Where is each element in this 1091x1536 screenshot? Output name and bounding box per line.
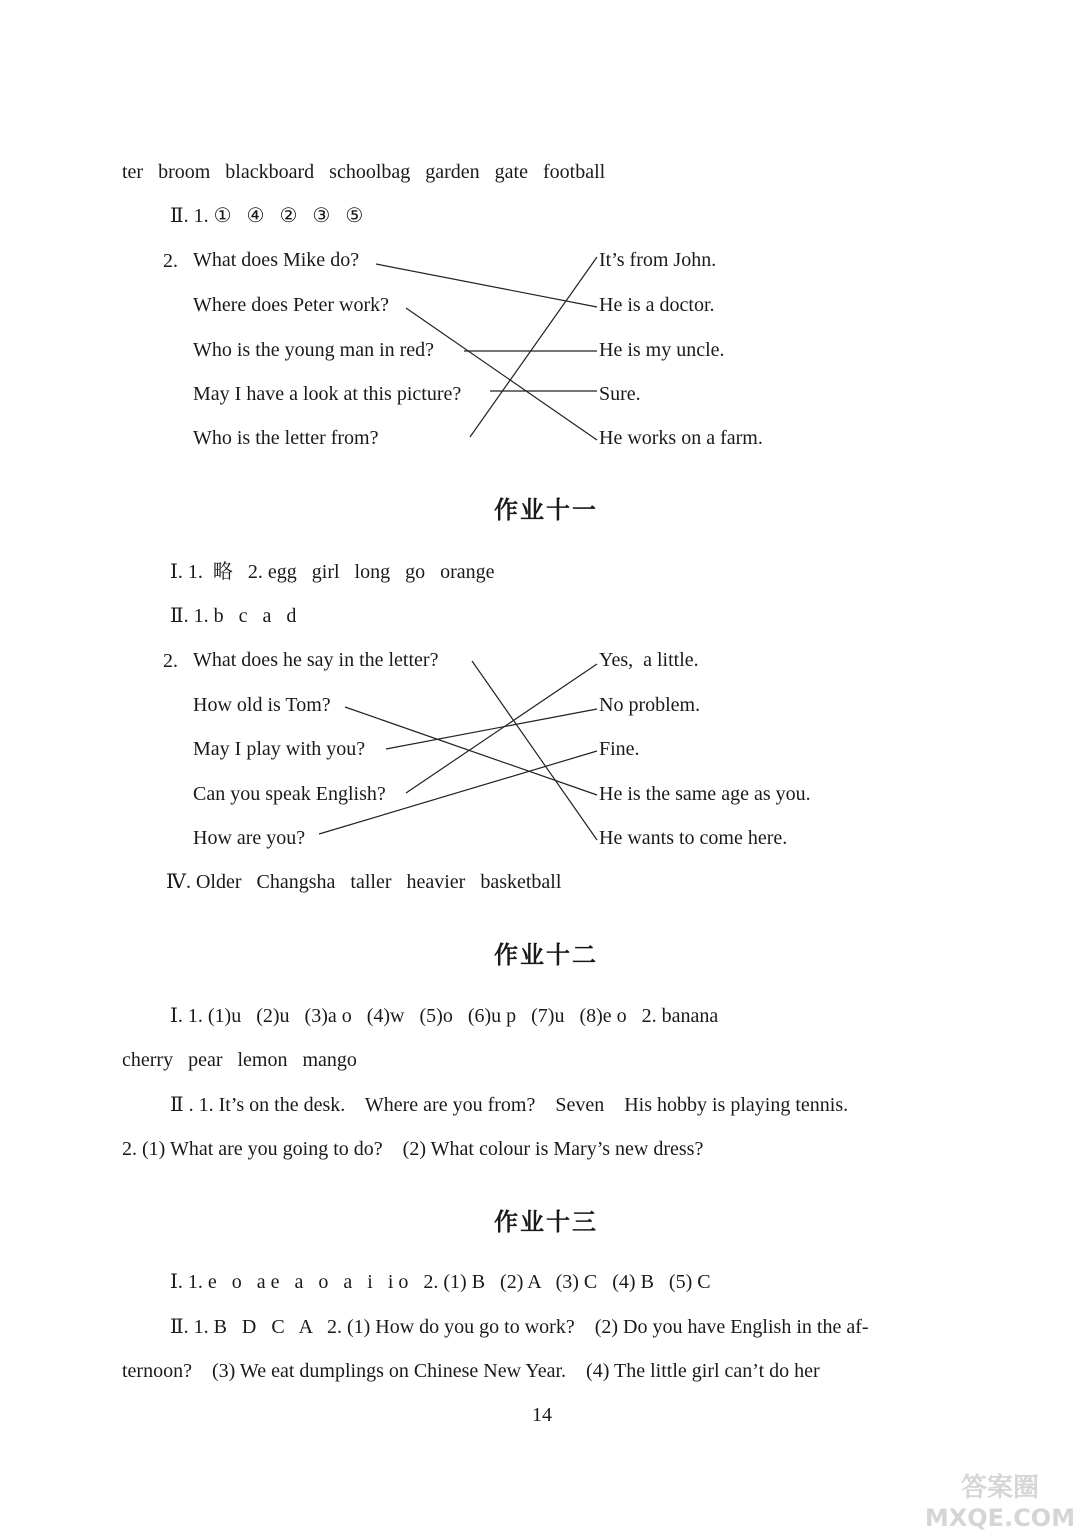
answer-ii-1: Ⅱ. 1. B D C A 2. (1) How do you go to work? (2) Do you have English in the af- [170,1316,869,1338]
match-left-5: How are you? [193,827,306,849]
match-right-3: He is my uncle. [599,339,725,361]
section-title: 作业十一 [494,496,598,524]
answer-ii-1: Ⅱ. 1. ① ④ ② ③ ⑤ [170,205,364,227]
match-left-3: Who is the young man in red? [193,339,435,361]
answer-iv: Ⅳ. Older Changsha taller heavier basketball [166,871,562,893]
answer-i-1: Ⅰ. 1. (1)u (2)u (3)a o (4)w (5)o (6)u p (7)u (8)e o 2. banana [170,1005,719,1027]
answer-ii-2: 2. (1) What are you going to do? (2) What colour is Mary’s new dress? [122,1138,704,1160]
answer-i-1-cont: cherry pear lemon mango [122,1049,357,1071]
match-right-3: Fine. [599,738,640,760]
match-line [376,264,597,307]
section-title: 作业十三 [494,1208,598,1236]
watermark-text: MXQE.COM [924,1504,1076,1532]
match-line [319,751,597,834]
answer-ii-1-cont: ternoon? (3) We eat dumplings on Chinese New Year. (4) The little girl can’t do her [122,1360,820,1382]
match-line [470,257,597,437]
answer-ii-1: Ⅱ. 1. b c a d [170,605,297,627]
match-right-5: He wants to come here. [599,827,788,849]
page-number: 14 [532,1404,552,1426]
match-left-2: How old is Tom? [193,694,331,716]
match-right-2: He is a doctor. [599,294,715,316]
answer-ii-1: Ⅱ . 1. It’s on the desk. Where are you from? Seven His hobby is playing tennis. [170,1094,849,1116]
match-right-4: He is the same age as you. [599,783,811,805]
match-right-2: No problem. [599,694,701,716]
match-right-1: It’s from John. [599,249,717,271]
match-left-1: What does he say in the letter? [193,649,439,671]
match-left-5: Who is the letter from? [193,427,379,449]
match-line [386,709,597,749]
match-left-2: Where does Peter work? [193,294,390,316]
match-line [406,308,597,440]
word-list-line: ter broom blackboard schoolbag garden gate football [122,161,606,183]
match-line [345,707,597,795]
match-left-3: May I play with you? [193,738,366,760]
watermark-logo [915,1470,1085,1532]
answer-ii-2-number: 2. [163,650,178,672]
section-title: 作业十二 [494,941,598,969]
match-right-5: He works on a farm. [599,427,763,449]
match-left-4: Can you speak English? [193,783,386,805]
match-right-1: Yes, a little. [599,649,699,671]
answer-i-1: Ⅰ. 1. 略 2. egg girl long go orange [170,561,495,583]
match-line [472,661,597,840]
match-right-4: Sure. [599,383,641,405]
answer-ii-2-number: 2. [163,250,178,272]
match-line [406,664,597,793]
match-left-1: What does Mike do? [193,249,360,271]
watermark-caption: 答案圈 [960,1473,1040,1503]
answer-i-1: Ⅰ. 1. e o a e a o a i i o 2. (1) B (2) A (3) C (4) B (5) C [170,1271,711,1293]
match-left-4: May I have a look at this picture? [193,383,462,405]
